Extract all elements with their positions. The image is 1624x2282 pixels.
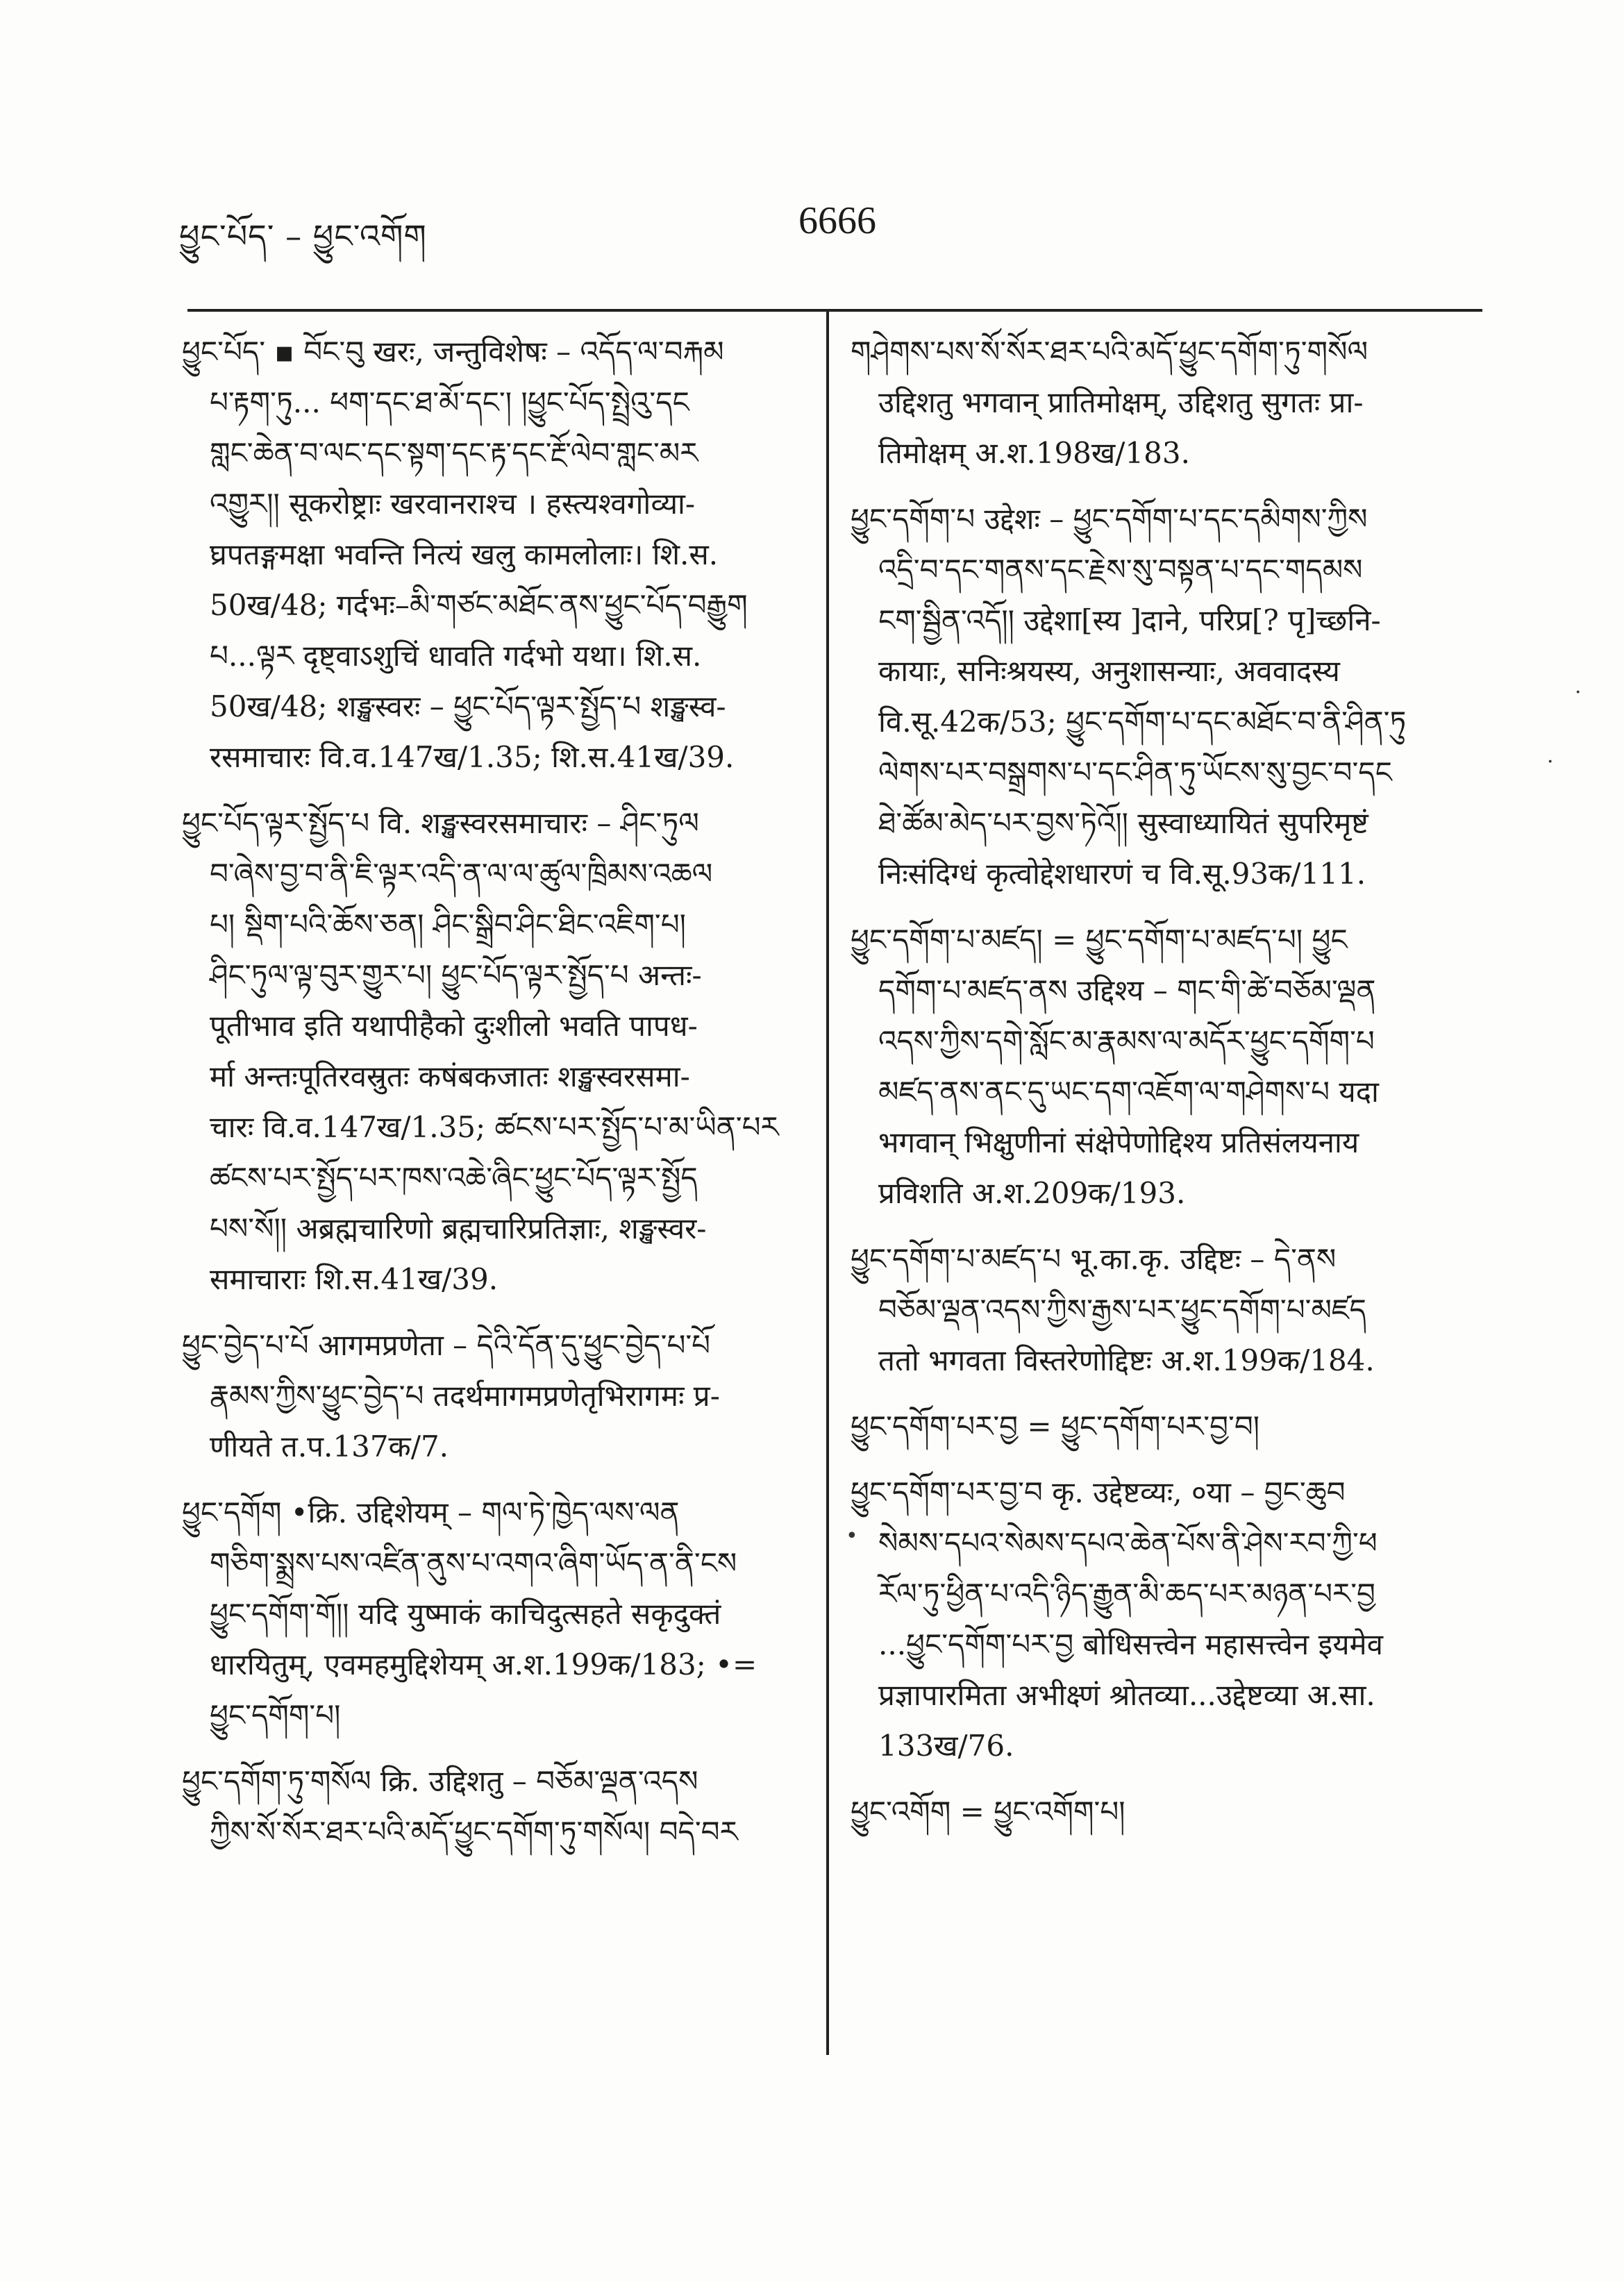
- entry-line: वि.सू.42क/53; ཕྱུང་དགོག་པ་དང་མཐོང་བ་ནི་ཤིན་ཏུ: [878, 705, 1407, 739]
- entry-line: निःसंदिग्धं कृत्वोद्देशधारणं च वि.सू.93क/111.: [878, 857, 1366, 891]
- entry-headword-line: ཕྱུང་དགོག་པར་བྱ་བ कृ. उद्देष्टव्यः, ०या – བྱང་ཆུབ: [851, 1475, 1346, 1509]
- entry-line: चारः वि.व.147ख/1.35; ཚངས་པར་སྤྱོད་པ་མ་ཡིན་པར: [210, 1110, 779, 1144]
- entry-line: པས་སོ།། अब्रह्मचारिणो ब्रह्मचारिप्रतिज्ञाः, शङ्खस्वर-: [210, 1211, 707, 1245]
- entry-line: རྣམས་ཀྱིས་ཕྱུང་བྱེད་པ तदर्थमागमप्रणेतृभिरागमः प्र-: [210, 1379, 720, 1413]
- entry-line: रसमाचारः वि.व.147ख/1.35; शि.स.41ख/39.: [210, 740, 735, 774]
- entry-line: णीयते त.प.137क/7.: [210, 1429, 449, 1463]
- entry-line: ...ཕྱུང་དགོག་པར་བྱ बोधिसत्त्वेन महासत्त्वेन इयमेव: [878, 1627, 1384, 1661]
- left-column: [182, 326, 793, 1872]
- entry-line: समाचाराः शि.स.41ख/39.: [210, 1262, 499, 1296]
- entry-headword-line: ཕྱུང་དགོག་པར་བྱ = ཕྱུང་དགོག་པར་བྱ་བ།: [851, 1409, 1260, 1443]
- entry-headword-line: ཕྱུང་དགོག་པ་མཛད་པ भू.का.कृ. उद्दिष्टः – དེ་ནས: [851, 1242, 1337, 1276]
- entry-headword-line: ཕྱུང་དགོག་པ उद्देशः – ཕྱུང་དགོག་པ་དང་དམིགས་ཀྱིས: [851, 502, 1368, 536]
- entry-line: पूतीभाव इति यथापीहैको दुःशीलो भवति पापध-: [210, 1009, 698, 1043]
- dictionary-entry: [851, 326, 1479, 478]
- dictionary-entry: [182, 1756, 793, 1857]
- dictionary-entry: [182, 1487, 793, 1740]
- entry-line: བཅོམ་ལྡན་འདས་ཀྱིས་རྒྱས་པར་ཕྱུང་དགོག་པ་མཛད: [878, 1293, 1366, 1327]
- entry-line: ततो भगवता विस्तरेणोद्दिष्टः अ.श.199क/184.: [878, 1343, 1375, 1377]
- entry-line: धारयितुम्, एवमहमुद्दिशेयम् अ.श.199क/183; •=: [210, 1647, 757, 1681]
- entry-line: པ། སྡིག་པའི་ཆོས་ཅན། ཤིང་སྒྲིབ་ཤིང་ཐིང་འཇིག་པ།: [210, 907, 686, 941]
- entry-line: པ...ལྟར दृष्ट्वाऽशुचिं धावति गर्दभो यथा। शि.स.: [210, 639, 702, 673]
- margin-dot: ·: [1575, 680, 1582, 705]
- entry-line: ཐེ་ཚོམ་མེད་པར་བྱས་ཏེའོ།། सुस्वाध्यायितं सुपरिमृष्टं: [878, 806, 1368, 840]
- entry-line: འགྱུར།། सूकरोष्ट्राः खरवानराश्च । हस्त्यश्वगोव्या-: [210, 487, 696, 521]
- entry-line: ལེགས་པར་བསྒྲགས་པ་དང་ཤིན་ཏུ་ཡོངས་སུ་བྱང་བ་དང: [878, 755, 1392, 789]
- margin-dot: •: [846, 1524, 858, 1548]
- entry-line: प्रज्ञापारमिता अभीक्ष्णं श्रोतव्या...उद्देष्टव्या अ.सा.: [878, 1678, 1375, 1712]
- entry-line: ཀྱིས་སོ་སོར་ཐར་པའི་མདོ་ཕྱུང་དགོག་ཏུ་གསོལ། བདེ་བར: [210, 1815, 738, 1849]
- entry-headword-line: ཕྱུང་དགོག •क्रि. उद्दिशेयम् – གལ་ཏེ་ཁྱེད་ལས་ལན: [182, 1495, 680, 1529]
- dictionary-entry: [182, 1320, 793, 1472]
- entry-line: སེམས་དཔའ་སེམས་དཔའ་ཆེན་པོས་ནི་ཤེས་རབ་ཀྱི་ཕ: [878, 1526, 1378, 1560]
- dictionary-entry: [851, 1401, 1479, 1452]
- entry-line: རོལ་ཏུ་ཕྱིན་པ་འདི་ཉིད་རྒྱུན་མི་ཆད་པར་མཉན་པར་བྱ: [878, 1577, 1375, 1611]
- dictionary-entry: [851, 1234, 1479, 1386]
- entry-headword-line: ཕྱུང་དགོག་ཏུ་གསོལ क्रि. उद्दिशतु – བཅོམ་ལྡན་འདས: [182, 1764, 698, 1798]
- entry-line: ཕྱུང་དགོག་གོ།། यदि युष्माकं काचिदुत्सहते सकृदुक्तं: [210, 1597, 721, 1631]
- dictionary-entry: [851, 494, 1479, 899]
- column-divider: [826, 309, 829, 2055]
- entry-line: བ་ཞེས་བྱ་བ་ནི་ཇི་ལྟར་འདི་ན་ལ་ལ་ཚུལ་ཁྲིམས་འཆལ: [210, 857, 713, 891]
- entry-line: 50ख/48; गर्दभः–མི་གཙང་མཐོང་ནས་ཕྱུང་པོད་བརྒྱུག: [210, 588, 748, 622]
- entry-line: དགོག་པ་མཛད་ནས उद्दिश्य – གང་གི་ཚེ་བཅོམ་ལྡན: [878, 973, 1376, 1007]
- entry-headword-line: ཕྱུང་འགོག = ཕྱུང་འགོག་པ།: [851, 1795, 1125, 1829]
- dictionary-entry: [851, 1786, 1479, 1837]
- entry-headword-line: ཕྱུང་བྱེད་པ་པོ आगमप्रणेता – དེའི་དོན་དུ་ཕྱུང་བྱེད་པ་པོ: [182, 1328, 711, 1362]
- entry-line: भगवान् भिक्षुणीनां संक्षेपेणोद्दिश्य प्रतिसंलयनाय: [878, 1125, 1359, 1159]
- entry-line: ཕྱུང་དགོག་པ།: [210, 1698, 341, 1732]
- entry-line: འདས་ཀྱིས་དགེ་སློང་མ་རྣམས་ལ་མདོར་ཕྱུང་དགོག་པ: [878, 1024, 1375, 1058]
- entry-headword-line: ཕྱུང་དགོག་པ་མཛད། = ཕྱུང་དགོག་པ་མཛད་པ། ཕྱུང: [851, 923, 1348, 957]
- entry-line: འདྲི་བ་དང་གནས་དང་རྗེས་སུ་བསྟན་པ་དང་གདམས: [878, 553, 1363, 587]
- entry-line: कायाः, सनिःश्रयस्य, अनुशासन्याः, अववादस्य: [878, 654, 1340, 688]
- entry-headword-line: ཕྱུང་པོད་ལྟར་སྤྱོད་པ वि. शङ्खस्वरसमाचारः – ཤིང་ཏུལ: [182, 806, 699, 840]
- running-head: ཕྱུང་པོད་ – ཕྱུང་འགོག: [179, 217, 427, 255]
- page-number: 6666: [798, 199, 876, 242]
- entry-line: 133ख/76.: [878, 1729, 1014, 1763]
- right-column: [851, 326, 1479, 1852]
- dictionary-entry: [851, 1467, 1479, 1771]
- entry-line: 50ख/48; शङ्खस्वरः – ཕྱུང་པོད་ལྟར་སྤྱོད་པ शङ्खस्व-: [210, 689, 726, 723]
- entry-line: ཤིང་ཏུལ་ལྟ་བུར་གྱུར་པ། ཕྱུང་པོད་ལྟར་སྤྱོད་པ अन्तः-: [210, 958, 702, 992]
- entry-line: མཛད་ནས་ནང་དུ་ཡང་དག་འཇོག་ལ་གཤེགས་པ यदा: [878, 1075, 1379, 1109]
- entry-headword-line: ཕྱུང་པོད་ ▪ བོང་བུ खरः, जन्तुविशेषः – འདོད་ལ་བརྐམ: [182, 335, 724, 369]
- entry-line: ཚངས་པར་སྤྱོད་པར་ཁས་འཆེ་ཞིང་ཕྱུང་པོད་ལྟར་སྤྱོད: [210, 1161, 698, 1195]
- dictionary-entry: [182, 326, 793, 782]
- entry-line: घ्रपतङ्गमक्षा भवन्ति नित्यं खलु कामलोलाः। शि.स.: [210, 537, 719, 571]
- entry-headword-line: གཤེགས་པས་སོ་སོར་ཐར་པའི་མདོ་ཕྱུང་དགོག་ཏུ་གསོལ: [851, 335, 1368, 369]
- header-rule: [187, 309, 1482, 312]
- entry-line: ངག་སྦྱིན་འདོ།། उद्देशा[स्य ]दाने, परिप्र[? पृ]च्छनि-: [878, 603, 1381, 637]
- entry-line: གཅིག་སྨྲས་པས་འཛིན་ནུས་པ་འགའ་ཞིག་ཡོད་ན་ནི་ངས: [210, 1546, 737, 1580]
- entry-line: प्रविशति अ.श.209क/193.: [878, 1176, 1186, 1210]
- entry-line: तिमोक्षम् अ.श.198ख/183.: [878, 436, 1190, 470]
- entry-line: उद्दिशतु भगवान् प्रातिमोक्षम्, उद्दिशतु सुगतः प्रा-: [878, 385, 1364, 419]
- entry-line: र्मा अन्तःपूतिरवस्रुतः कषंबकजातः शङ्खस्वरसमा-: [210, 1059, 690, 1093]
- dictionary-entry: [851, 914, 1479, 1218]
- entry-line: པ་རྟག་ཏུ... ཕག་དང་ཐ་མོ་དང་། །ཕྱུང་པོད་སྤྲེའུ་དང: [210, 385, 689, 419]
- entry-line: གླང་ཆེན་བ་ལང་དང་སྟག་དང་རྟ་དང་རྔོ་ལེབ་གླང་མར: [210, 436, 698, 470]
- dictionary-entry: [182, 798, 793, 1304]
- margin-dot: ·: [1547, 750, 1554, 774]
